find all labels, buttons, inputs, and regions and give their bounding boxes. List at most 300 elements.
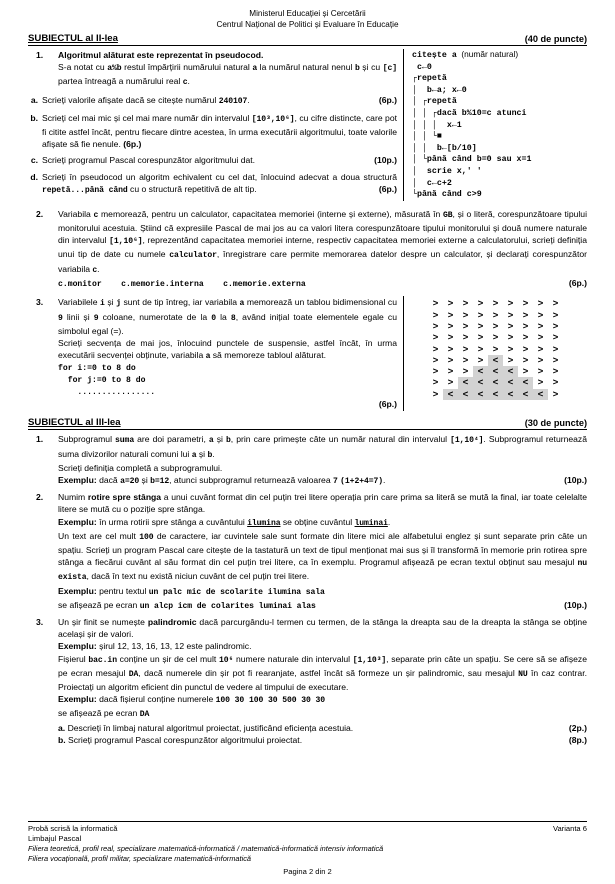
matrix-cell: > [432,309,439,321]
t: memorează, pentru un calculator, capacitatea memoriei (interne și externe), măsurată în [98,208,443,219]
matrix-cell: > [447,332,454,344]
matrix-cell: > [552,388,559,400]
example-label-2: Exemplu: [58,694,97,705]
matrix-cell: > [477,320,484,332]
center-line: Centrul Național de Politici și Evaluare în Educație [216,20,399,29]
matrix-cell: > [522,343,529,355]
matrix-cell: > [462,309,469,321]
matrix-cell: > [552,298,559,310]
code-8: 8 [230,313,236,323]
matrix-cell: > [432,366,439,378]
pascal-code-line: for j:=0 to 8 do [58,375,146,385]
matrix-cell: > [552,332,559,344]
s3-item-1-points: (10p.) [564,474,587,485]
t: în urma rotirii spre stânga a cuvântului [96,516,248,527]
matrix-cell: > [507,309,514,321]
code-7: 7 [333,476,338,486]
item-3-row [28,296,397,410]
code-b12: b=12 [150,476,170,486]
t: linii și [62,311,94,322]
matrix-cell: > [477,343,484,355]
t: , reprezentând capacitatea memoriei interne, respectiv capacitatea memoriei externe a calculatorului, scrieți definiția unui tip de date cu numele [58,235,587,260]
t: Variabila [58,208,94,219]
document-header [28,8,587,30]
s3-item-3-text [58,616,587,640]
item-1c-text [42,154,397,166]
item-1-body [58,61,397,89]
item-1d [28,171,397,197]
matrix-cell: > [462,320,469,332]
t: și [213,434,227,445]
t: numere naturale din intervalul [233,653,353,664]
t: , prin care primește câte un număr natural din intervalul [230,434,451,445]
matrix-row [428,355,563,366]
t: la [216,311,231,322]
item-1d-points: (6p.) [378,183,397,194]
t: se afișează pe ecran [58,708,140,719]
matrix-cell: > [507,332,514,344]
item-1a-points: (6p.) [378,94,397,105]
code-output-text: un alcp icm de colarites luminai alas [139,601,316,611]
t: dacă [96,474,121,485]
t: Numim [58,492,88,503]
t: , având inițial toate elementele egale cu simbolul egal (=). [58,311,397,336]
s3-item-2-text-2 [58,530,587,585]
matrix-cell: > [552,343,559,355]
item-1-lead: Algoritmul alăturat este reprezentat în pseudocod. [58,50,264,60]
t: Variabilele [58,297,101,308]
footer-filiera-1: Filiera teoretică, profil real, specializare matematică-informatică / matematică-informatică intensiv informatică [28,844,384,853]
t: sunt de tip întreg, iar variabila [120,297,240,308]
code-nu: NU [518,669,528,679]
footer-divider [28,821,587,822]
item-3-points-row [58,398,397,410]
matrix-cell: > [477,332,484,344]
matrix-cell: > [552,309,559,321]
code-j: j [116,299,121,309]
pseudocode-line: │ │ └■ [412,132,442,142]
matrix-cell: > [552,366,559,378]
matrix-cell: < [503,389,518,400]
matrix-cell: < [473,389,488,400]
matrix-cell: > [537,354,544,366]
s3-item-3a-text: Descrieți în limbaj natural algoritmul proiectat, justificând eficiența acestuia. [67,722,354,733]
item-1-number: 1. [36,50,44,60]
matrix-cell: < [503,366,518,377]
s3-item-3a [58,722,587,734]
matrix-cell: > [537,298,544,310]
matrix-cell: > [432,388,439,400]
matrix-row [428,321,563,332]
t: șirul 12, 13, 16, 13, 12 este palindromic. [96,641,252,652]
code-a2: a [191,450,197,460]
footer-filiera-2: Filiera vocațională, profil militar, specializare matematică-informatică [28,854,252,863]
code-a: a [239,299,245,309]
t: dacă parcurgându-l termen cu termen, de la stânga la dreapta sau de la dreapta la stânga se obține același șir de valori. [58,616,587,640]
subject2-item-3 [28,296,587,411]
code-interval: [1,10⁶] [109,237,143,247]
matrix-cell: > [432,343,439,355]
t: se afișează pe ecran [58,599,140,610]
s3-item-1-text [58,433,587,461]
pseudocode-line: ┌repetă [412,74,447,84]
code-i: i [100,299,105,309]
code-c2: c [92,265,98,275]
matrix-cell: > [462,298,469,310]
s3-item-1-example [58,474,587,488]
code-amodb: a%b [107,64,122,74]
t: . [383,474,386,485]
code-interval: [1,10³] [352,655,387,665]
item-1b [28,112,397,151]
pseudocode-line: │ b←a; x←0 [412,85,467,95]
t: partea întreagă a numărului real [58,76,183,87]
s3-item-1-instruction: Scrieți definiția completă a subprogramului. [58,462,223,473]
matrix-cell: < [533,389,548,400]
code-c: c [93,210,99,220]
item-1a-letter: a. [30,94,38,105]
s3-item-3a-points: (2p.) [568,722,587,733]
t: a unui cuvânt format din cel puțin trei litere operația prin care prima sa literă se mută la final, iar toate celelalte litere se mută cu o poziție spre stânga. [58,492,587,515]
footer-variant: Varianta 6 [552,824,587,833]
matrix-cell: < [503,377,518,388]
t: Fișierul [58,653,89,664]
s3-item-2-example [58,516,587,530]
matrix-cell: > [462,354,469,366]
matrix-row [428,298,563,309]
t: Scrieți cel mai mic și cel mai mare număr din intervalul [42,112,252,123]
matrix-cell: > [537,332,544,344]
matrix-cell: > [537,377,544,389]
matrix-cell: < [488,389,503,400]
t: memorează un tablou bidimensional cu [244,297,397,308]
code-suma: suma [115,436,135,446]
matrix-cell: > [492,298,499,310]
subject3-item-2 [28,491,587,613]
item-1b-text [42,112,397,151]
t: de caractere, iar cuvintele sale sunt formate din litere mici ale alfabetului englez și sunt separate prin câte un spațiu. Scrieți un program Pascal care citește de la tastatură un text de tipul menționat mai sus și îl transformă în memorie prin rotirea spre stânga a fiecărui cuvânt al său format din cel puțin trei litere, ca în exemplu. Programul afișează pe ecran textul obținut sau mesajul [58,530,587,568]
code-repeta-pana-cand: repetă...până când [42,185,128,195]
example-label: Exemplu: [58,641,97,652]
matrix-cell: > [492,320,499,332]
matrix-cell: > [537,309,544,321]
item-1c-letter: c. [30,155,38,166]
t: restul împărțirii numărului natural [121,62,253,73]
t: pentru textul [96,585,149,596]
item-1b-letter: b. [30,112,38,123]
matrix-cell: > [552,377,559,389]
s3-item-3a-letter: a. [58,722,66,733]
matrix-cell: > [492,309,499,321]
matrix-cell: > [522,298,529,310]
s3-item-3b-text: Scrieți programul Pascal corespunzător algoritmului proiectat. [68,734,303,745]
item-2-expressions: c.monitor c.memorie.interna c.memorie.externa [58,279,306,289]
subject2-item-2 [28,208,587,291]
item-1c-points: (10p.) [374,155,397,166]
subject-3-header [28,417,587,430]
code-input-text: un palc mic de scolarite ilumina sala [148,587,325,597]
item-1a-text [42,94,397,108]
matrix-cell: > [537,320,544,332]
t: , dacă în text nu există niciun cuvânt de cel puțin trei litere. [86,571,310,582]
t: . [187,76,190,87]
code-da: DA [128,669,139,679]
pseudocode-line: │ ┌repetă [412,97,457,107]
matrix-cell: < [443,389,458,400]
pseudocode-block [412,49,587,201]
code-100: 100 [139,532,154,542]
matrix-cell: > [447,366,454,378]
footer-page-number: Pagina 2 din 2 [283,867,332,876]
page-footer [28,821,587,876]
matrix-table [428,298,563,400]
t: , cu cifre distincte, care pot fi citite astfel încât, pentru fiecare dintre acestea, în urma executării algoritmului, toate valorile afișate să fie nenule. [42,112,397,150]
t: coloane, numerotate de la [98,311,212,322]
matrix-cell: > [447,354,454,366]
matrix-cell: > [522,332,529,344]
s3-item-3-example [58,640,587,652]
t: , înregistrare care permite memorarea datelor despre un calculator, și declarați corespunzător variabila [58,249,587,274]
subject-2-points: (40 de puncte) [524,34,587,44]
s3-item-3-example-2 [58,693,587,707]
item-1a [28,94,397,108]
t: Un text are cel mult [58,530,140,541]
s3-item-2-text [58,491,587,515]
matrix-cell: > [552,354,559,366]
t: și [139,474,151,485]
t: . [212,448,215,459]
item-1b-points: (6p.) [123,139,142,150]
subject-2-title: SUBIECTUL al II-lea [28,33,118,44]
footer-exam-name: Probă scrisă la informatică [28,824,118,833]
code-bacin: bac.in [88,655,117,665]
code-nu-exista: nu exista [58,559,587,583]
item-3-code [58,363,397,398]
t: . [97,263,100,274]
example-label: Exemplu: [58,474,97,485]
pascal-code-line: for i:=0 to 8 do [58,364,136,374]
pseudocode-line: │ └până când b=0 sau x=1 [412,155,532,165]
pseudocode-panel [403,49,587,201]
t: Scrieți valorile afișate dacă se citește numărul [42,94,219,105]
item-2-expressions-row [58,277,587,291]
s3-item-3b-points: (8p.) [568,734,587,745]
matrix-cell: > [447,320,454,332]
matrix-cell: > [507,320,514,332]
t: să memoreze tabloul alăturat. [210,350,326,361]
matrix-cell: > [522,309,529,321]
s3-item-2-number: 2. [36,492,44,503]
t: are doi parametri, [134,434,209,445]
t: . Subprogramul returnează suma divizorilor naturali comuni lui [58,434,588,459]
pseudocode-line: │ scrie x,' ' [412,166,482,176]
item-3-text-2 [58,337,397,363]
term-palindromic: palindromic [147,616,197,627]
t: dacă fișierul conține numerele [96,694,216,705]
pseudocode-line: citește a (număr natural) [412,49,519,60]
code-interval: [1,10⁴] [450,436,484,446]
code-calculator: calculator [169,251,217,261]
footer-language: Limbajul Pascal [28,834,82,843]
code-sum: (1+2+4=7) [340,476,383,486]
example-label-2: Exemplu: [58,585,97,596]
code-b2: b [207,450,213,460]
code-a20: a=20 [120,476,140,486]
matrix-row [428,389,563,400]
code-b: b [226,436,231,446]
matrix-cell: < [458,389,473,400]
t: la numărul natural nenul [257,62,355,73]
matrix-cell: < [473,366,488,377]
matrix-cell: > [492,343,499,355]
matrix-cell: > [447,377,454,389]
pascal-code-line: ................ [58,387,156,397]
item-2-text [58,208,587,277]
matrix-cell: < [488,377,503,388]
item-3-text [58,296,397,337]
s3-item-1-number: 1. [36,434,44,445]
s3-item-3-number: 3. [36,616,44,627]
matrix-row [428,377,563,388]
matrix-panel [403,296,587,411]
pseudocode-note: (număr natural) [456,49,519,59]
subject-3-points: (30 de puncte) [524,418,587,429]
code-ilumina: ilumina [247,518,281,528]
t: . [387,516,391,527]
t: Scrieți în pseudocod un algoritm echivalent cu cel dat, înlocuind adecvat a doua structură [42,171,397,182]
matrix-cell: > [537,366,544,378]
pseudocode-line: │ │ ┌dacă b%10=c atunci [412,108,527,118]
code-9b: 9 [93,313,99,323]
matrix-cell: > [507,343,514,355]
t: , și o literă, corespunzătoare tipului monitorului acestuia. Știind că expresiile Pascal de mai jos au ca valori litera corespunzătoare tipului monitorului și două numere naturale din intervalul [58,208,587,246]
t: conține un șir de cel mult [116,653,219,664]
matrix-row [428,344,563,355]
pseudocode-line: │ │ b←[b/10] [412,143,477,153]
code-240107: 240107 [218,96,248,106]
matrix-cell: > [552,320,559,332]
s3-item-3b-letter: b. [58,734,66,745]
item-1-row [28,49,397,90]
t: . [247,94,250,105]
matrix-row [428,310,563,321]
code-b: b [354,64,360,74]
t: S-a notat cu [58,62,108,73]
code-a: a [252,64,258,74]
matrix-cell: > [507,354,514,366]
matrix-cell: > [432,298,439,310]
code-gb: GB [442,210,453,220]
matrix-row [428,332,563,343]
matrix-cell: < [458,377,473,388]
item-1d-letter: d. [30,171,38,182]
matrix-cell: > [447,343,454,355]
matrix-cell: > [462,332,469,344]
matrix-cell: < [518,389,533,400]
footer-line-1 [28,824,587,834]
matrix-row [428,366,563,377]
subject-3-title: SUBIECTUL al III-lea [28,417,121,429]
code-9a: 9 [58,313,63,323]
code-c: c [182,78,188,88]
matrix-cell: > [432,320,439,332]
matrix-cell: > [507,298,514,310]
pseudocode-line: │ c←c+2 [412,178,452,188]
subject3-item-3 [28,616,587,746]
s3-item-2-points: (10p.) [564,599,587,610]
t: se obține cuvântul [280,516,355,527]
matrix-cell: > [492,332,499,344]
matrix-cell: > [522,320,529,332]
s3-item-2-example-2 [58,585,587,599]
code-10-6: 10⁶ [218,655,234,665]
matrix-cell: > [447,309,454,321]
s3-item-3b [58,734,587,746]
s3-item-3-text-2 [58,653,587,694]
subject2-item-1 [28,49,587,201]
s3-item-3-example-out [58,707,587,721]
t: Scrieți secvența de mai jos, înlocuind punctele de suspensie, astfel încât, în urma executării secvenței obținute, variabila [58,337,397,361]
matrix-cell: > [462,343,469,355]
t: și [196,448,208,459]
code-luminai: luminai [354,518,388,528]
matrix-cell: > [522,354,529,366]
t: și [104,297,117,308]
matrix-cell: > [477,309,484,321]
t: , dacă numerele din șir pot fi rearanjate, astfel încât să formeze un șir palindromic, sau mesajul [138,667,519,678]
matrix-cell: < [488,355,503,366]
item-2-points: (6p.) [568,277,587,288]
matrix-cell: < [473,377,488,388]
t: Scrieți programul Pascal corespunzător algoritmului dat. [42,155,256,166]
pseudocode-line: │ │ │ x←1 [412,120,462,130]
matrix-cell: > [432,332,439,344]
code-file-numbers: 100 30 100 30 500 30 30 [215,696,326,706]
code-bracket-c: [c] [382,64,397,74]
code-da-out: DA [139,710,150,720]
matrix-cell: < [518,377,533,388]
item-2-number: 2. [36,208,44,219]
t: , separate prin câte un spațiu. Se cere să se afișeze pe ecran mesajul [58,653,587,678]
matrix-cell: > [447,298,454,310]
item-1d-text [42,171,397,197]
code-0: 0 [211,313,217,323]
pseudocode-line: └până când c>9 [412,190,482,200]
matrix-cell: < [488,366,503,377]
item-1c [28,154,397,166]
pseudocode-line: c←0 [412,62,432,72]
code-a2: a [205,352,211,362]
matrix-cell: > [537,343,544,355]
item-3-points: (6p.) [378,399,397,410]
term-rotire: rotire spre stânga [87,492,162,503]
example-label: Exemplu: [58,516,97,527]
t: Un șir finit se numește [58,616,148,627]
t: , atunci subprogramul returnează valoarea [169,474,334,485]
t: și cu [359,62,383,73]
s3-item-2-example-out [58,599,587,613]
matrix-cell: > [522,366,529,378]
matrix-cell: > [432,377,439,389]
code-a: a [208,436,214,446]
subject-2-header [28,33,587,46]
t: cu o structură repetitivă de alt tip. [127,183,257,194]
item-3-number: 3. [36,297,44,308]
code-interval: [10³,10⁶] [251,114,295,124]
t: Subprogramul [58,434,116,445]
matrix-cell: > [432,354,439,366]
t: în caz contrar. Proiectați un algoritm eficient din punctul de vedere al timpului de executare. [58,667,587,692]
